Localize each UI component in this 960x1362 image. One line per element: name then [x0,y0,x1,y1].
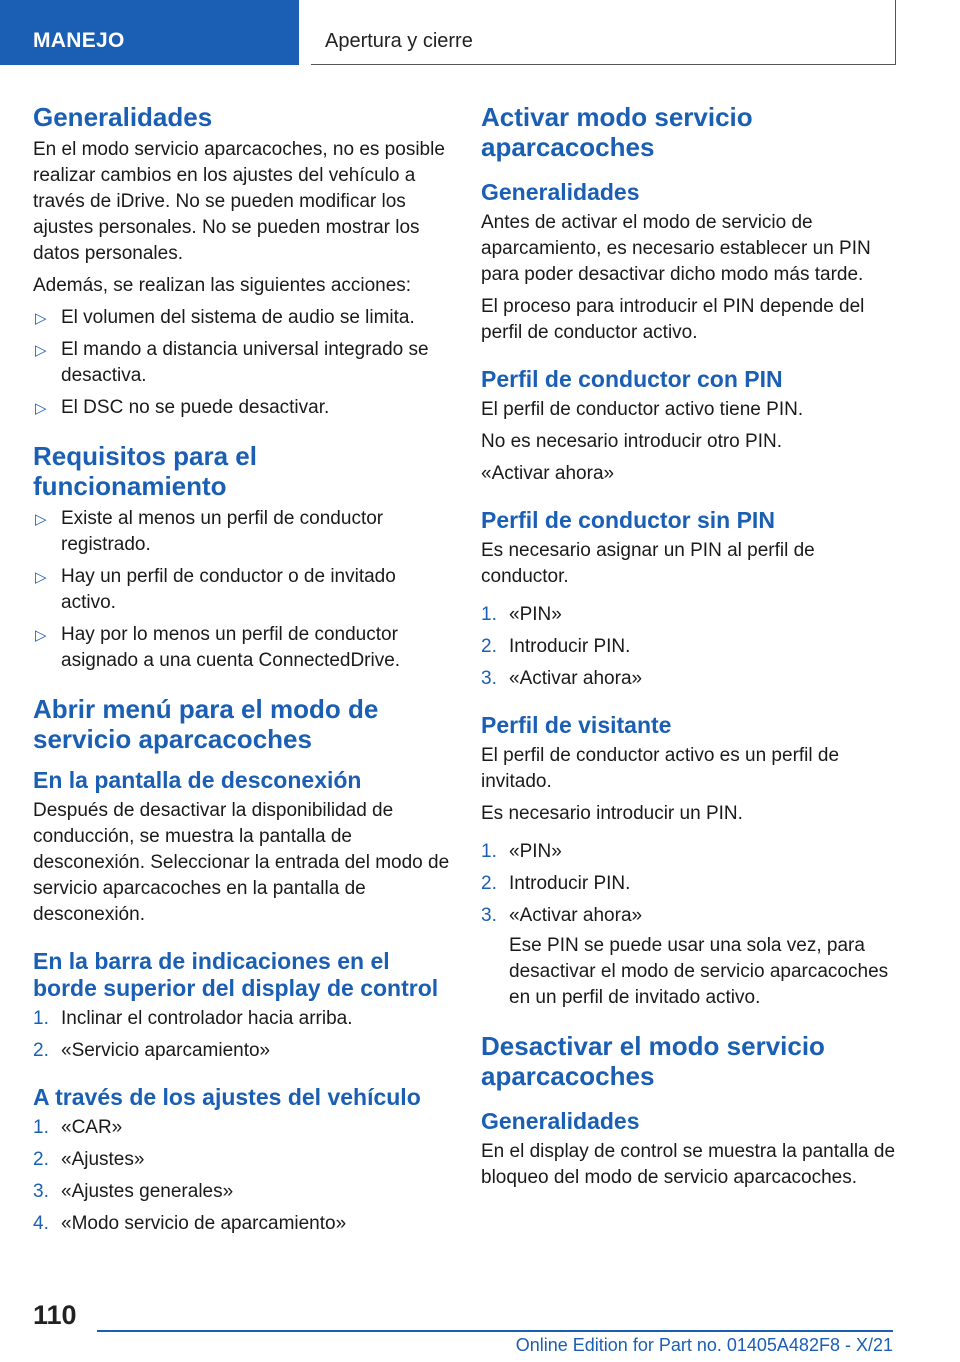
heading-generalidades-desactivar: Generalidades [481,1108,640,1134]
sin-pin-steps-list [481,602,897,692]
paragraph-con-pin-1: El perfil de conductor activo tiene PIN. [481,399,804,420]
ajustes-steps-list [33,1115,451,1237]
step-number: 1. [33,1117,49,1138]
heading-pantalla-desconexion: En la pantalla de desconexión [33,767,362,793]
heading-perfil-sin-pin: Perfil de conductor sin PIN [481,507,775,533]
step-number: 3. [33,1181,49,1202]
heading-generalidades-activar: Generalidades [481,179,640,205]
step-number: 2. [481,873,497,894]
triangle-bullet-icon: ▷ [35,310,47,327]
list-item: ▷ El volumen del sistema de audio se limita. [33,305,451,331]
list-item: 2. «Servicio aparcamiento» [33,1038,451,1064]
acciones-list [33,305,451,421]
triangle-bullet-icon: ▷ [35,511,47,528]
list-item: 1. «PIN» [481,602,897,628]
right-column [481,102,897,1197]
list-item: ▷ El mando a distancia universal integrado se desactiva. [35,339,429,386]
header-chapter-label: Apertura y cierre [325,30,473,52]
footer-divider [97,1330,893,1332]
triangle-bullet-icon: ▷ [35,400,47,417]
heading-desactivar-modo: Desactivar el modo servicio aparcacoches [481,1031,825,1091]
list-item: 1. Inclinar el controlador hacia arriba. [33,1006,451,1032]
paragraph-visitante-1: El perfil de conductor activo es un perfil de invitado. [481,745,840,792]
heading-requisitos: Requisitos para el funcionamiento [33,441,257,501]
visitante-note: Ese PIN se puede usar una sola vez, para desactivar el modo de servicio aparcacoches en un perfil de invitado activo. [509,935,889,1008]
header-chapter-box [311,0,896,65]
left-column [33,102,451,1243]
list-item: 4. «Modo servicio de aparcamiento» [33,1211,451,1237]
list-item: 3. «Activar ahora» [481,666,897,692]
paragraph-desactivar: En el display de control se muestra la pantalla de bloqueo del modo de servicio aparcacoches. [481,1141,896,1188]
header-section-label: MANEJO [33,29,125,52]
paragraph-activar-1: Antes de activar el modo de servicio de aparcamiento, es necesario establecer un PIN para poder desactivar dicho modo más tarde. [481,212,871,285]
paragraph-pantalla-desconexion: Después de desactivar la disponibilidad de conducción, se muestra la pantalla de desconexión. Seleccionar la entrada del modo de servicio aparcacoches en la pantalla de desconexión. [33,800,450,925]
step-number: 2. [481,636,497,657]
step-number: 1. [481,841,497,862]
step-number: 3. [481,905,497,926]
heading-ajustes-vehiculo: A través de los ajustes del vehículo [33,1084,421,1110]
triangle-bullet-icon: ▷ [35,569,47,586]
requisitos-list [33,506,451,674]
list-item: 1. «CAR» [33,1115,451,1141]
paragraph-visitante-2: Es necesario introducir un PIN. [481,803,743,824]
triangle-bullet-icon: ▷ [35,342,47,359]
list-item: 2. Introducir PIN. [481,871,897,897]
paragraph-activar-2: El proceso para introducir el PIN depende del perfil de conductor activo. [481,296,865,343]
list-item: ▷ Hay por lo menos un perfil de conductor asignado a una cuenta ConnectedDrive. [35,624,401,671]
page-number: 110 [33,1300,77,1330]
heading-generalidades: Generalidades [33,102,213,132]
list-item: ▷ Existe al menos un perfil de conductor registrado. [35,508,384,555]
paragraph-con-pin-2: No es necesario introducir otro PIN. [481,431,782,452]
step-number: 2. [33,1149,49,1170]
triangle-bullet-icon: ▷ [35,627,47,644]
paragraph-ademas: Además, se realizan las siguientes acciones: [33,275,412,296]
heading-abrir-menu: Abrir menú para el modo de servicio aparcacoches [33,694,379,754]
step-number: 1. [481,604,497,625]
list-item: ▷ El DSC no se puede desactivar. [33,395,451,421]
heading-perfil-con-pin: Perfil de conductor con PIN [481,366,783,392]
list-item: ▷ Hay un perfil de conductor o de invitado activo. [35,566,396,613]
barra-steps-list [33,1006,451,1064]
step-number: 1. [33,1008,49,1029]
paragraph-sin-pin: Es necesario asignar un PIN al perfil de conductor. [481,540,815,587]
list-item: 2. «Ajustes» [33,1147,451,1173]
paragraph-generalidades: En el modo servicio aparcacoches, no es posible realizar cambios en los ajustes del vehículo a través de iDrive. No se pueden modificar los ajustes personales. No se pueden mostrar los datos personales. [33,139,445,264]
heading-activar-modo: Activar modo servicio aparcacoches [481,102,753,162]
list-item: 2. Introducir PIN. [481,634,897,660]
step-number: 3. [481,668,497,689]
list-item: 1. «PIN» [481,839,897,865]
list-item: 3. «Activar ahora» [481,903,897,929]
step-number: 2. [33,1040,49,1061]
heading-perfil-visitante: Perfil de visitante [481,712,672,738]
paragraph-con-pin-3: «Activar ahora» [481,463,615,484]
heading-barra-indicaciones: En la barra de indicaciones en el borde superior del display de control [33,948,439,1001]
list-item: 3. «Ajustes generales» [33,1179,451,1205]
footer-edition: Online Edition for Part no. 01405A482F8 - X/21 [515,1335,893,1355]
step-number: 4. [33,1213,49,1234]
header-section-tab [0,0,299,65]
visitante-steps-list [481,839,897,929]
